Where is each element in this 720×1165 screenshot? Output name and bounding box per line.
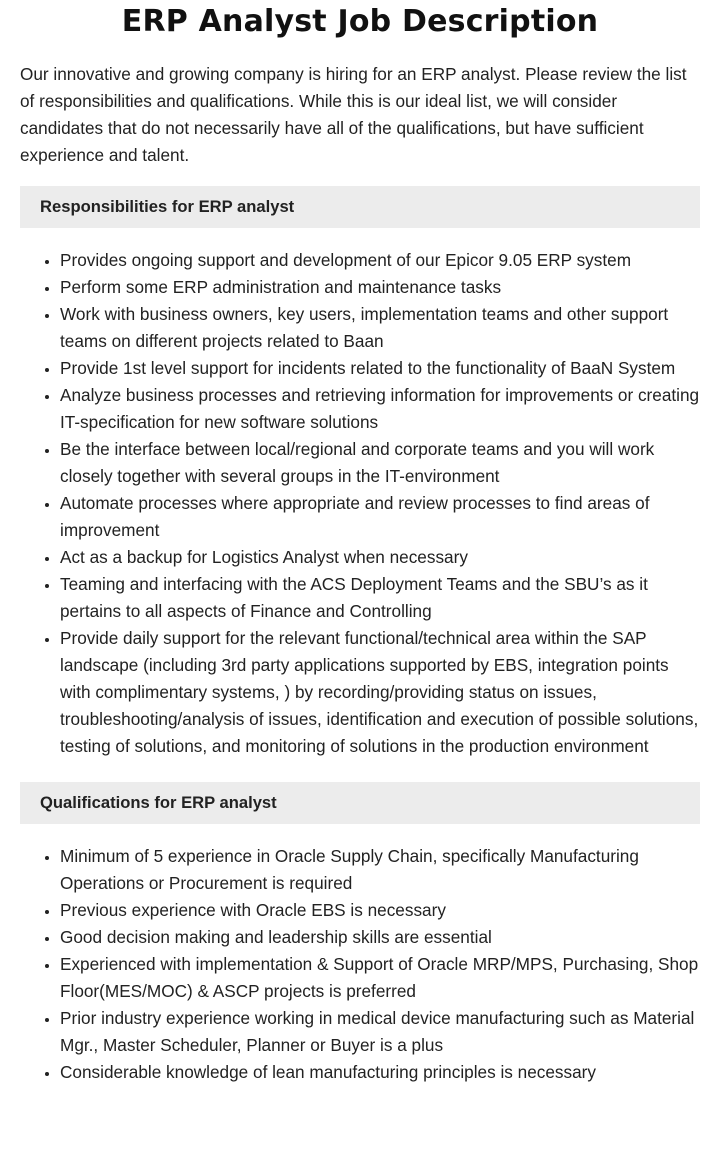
responsibilities-header: Responsibilities for ERP analyst	[20, 186, 700, 228]
list-item: • Act as a backup for Logistics Analyst when necessary	[60, 544, 700, 571]
list-item: • Previous experience with Oracle EBS is necessary	[60, 897, 700, 924]
qualifications-list	[20, 843, 700, 1086]
responsibilities-list	[20, 247, 700, 760]
qualifications-header: Qualifications for ERP analyst	[20, 782, 700, 824]
list-item: • Automate processes where appropriate and review processes to find areas of improvement	[60, 490, 700, 544]
page-title: ERP Analyst Job Description	[121, 4, 599, 39]
section-spacer	[20, 760, 700, 765]
list-item: • Provide daily support for the relevant functional/technical area within the SAP landscape (including 3rd party applications supported by EBS, integration points with complimentary systems, ) by recording/providing status on issues, troubleshooting/analysis of issues, identification and execution of possible solutions, testing of solutions, and monitoring of solutions in the production environment	[60, 625, 700, 760]
intro-paragraph: Our innovative and growing company is hiring for an ERP analyst. Please review the list of responsibilities and qualifications. While this is our ideal list, we will consider candidates that do not necessarily have all of the qualifications, but have sufficient experience and talent.	[20, 64, 687, 165]
list-item: • Provide 1st level support for incidents related to the functionality of BaaN System	[60, 355, 700, 382]
list-item: • Teaming and interfacing with the ACS Deployment Teams and the SBU’s as it pertains to all aspects of Finance and Controlling	[60, 571, 700, 625]
list-item: • Minimum of 5 experience in Oracle Supply Chain, specifically Manufacturing Operations or Procurement is required	[60, 843, 700, 897]
list-item: • Experienced with implementation & Support of Oracle MRP/MPS, Purchasing, Shop Floor(MES/MOC) & ASCP projects is preferred	[60, 951, 700, 1005]
list-item: • Good decision making and leadership skills are essential	[60, 924, 700, 951]
list-item: • Provides ongoing support and development of our Epicor 9.05 ERP system	[60, 247, 700, 274]
list-item: • Prior industry experience working in medical device manufacturing such as Material Mgr., Master Scheduler, Planner or Buyer is a plus	[60, 1005, 700, 1059]
list-item: • Considerable knowledge of lean manufacturing principles is necessary	[60, 1059, 700, 1086]
list-item: • Perform some ERP administration and maintenance tasks	[60, 274, 700, 301]
list-item: • Analyze business processes and retrieving information for improvements or creating IT-specification for new software solutions	[60, 382, 700, 436]
list-item: • Be the interface between local/regional and corporate teams and you will work closely together with several groups in the IT-environment	[60, 436, 700, 490]
list-item: • Work with business owners, key users, implementation teams and other support teams on different projects related to Baan	[60, 301, 700, 355]
